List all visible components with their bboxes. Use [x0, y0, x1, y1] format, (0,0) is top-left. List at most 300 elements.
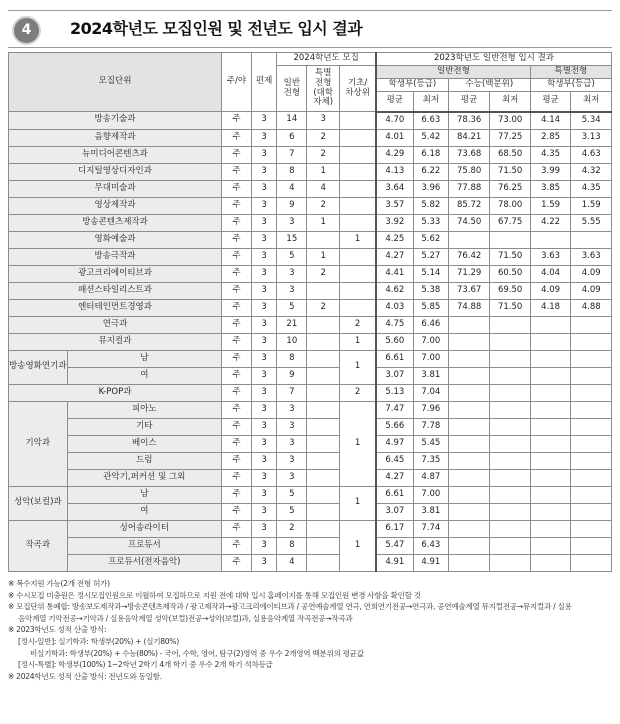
general-count: 10	[277, 333, 307, 350]
table-row	[9, 214, 612, 231]
avg-value: 77.88	[448, 180, 490, 197]
header-avg: 평균	[376, 92, 413, 112]
min-value: 5.33	[413, 214, 448, 231]
dept-type: 3	[251, 367, 277, 384]
min-value	[571, 520, 612, 537]
min-value: 5.55	[571, 214, 612, 231]
min-value	[490, 435, 530, 452]
table-row	[9, 299, 612, 316]
table-row	[9, 554, 612, 571]
avg-value: 5.13	[376, 384, 413, 401]
min-value	[490, 350, 530, 367]
general-count: 7	[277, 146, 307, 163]
special-count	[307, 316, 340, 333]
dept-type: 3	[251, 180, 277, 197]
day-night: 주	[222, 486, 252, 503]
dept-type: 3	[251, 333, 277, 350]
min-value: 73.00	[490, 112, 530, 130]
avg-value	[448, 401, 490, 418]
avg-value: 5.66	[376, 418, 413, 435]
min-value: 4.35	[571, 180, 612, 197]
avg-value: 6.45	[376, 452, 413, 469]
min-value: 6.43	[413, 537, 448, 554]
sub-unit-name: 프로듀서	[67, 537, 221, 554]
table-row	[9, 146, 612, 163]
table-row	[9, 452, 612, 469]
dept-type: 3	[251, 197, 277, 214]
header-hs-record: 학생부(등급)	[376, 79, 448, 92]
avg-value: 4.14	[530, 112, 570, 130]
min-value	[571, 384, 612, 401]
min-value: 6.22	[413, 163, 448, 180]
basic-count	[340, 214, 376, 231]
basic-count: 2	[340, 384, 376, 401]
day-night: 주	[222, 401, 252, 418]
min-value	[490, 367, 530, 384]
sub-unit-name: 기타	[67, 418, 221, 435]
avg-value: 7.47	[376, 401, 413, 418]
header-csat: 수능(백분위)	[448, 79, 530, 92]
avg-value: 4.41	[376, 265, 413, 282]
general-count: 9	[277, 367, 307, 384]
dept-type: 3	[251, 248, 277, 265]
avg-value: 3.85	[530, 180, 570, 197]
table-row	[9, 231, 612, 248]
header-min: 최저	[413, 92, 448, 112]
special-count	[307, 350, 340, 367]
min-value: 67.75	[490, 214, 530, 231]
header-general-track: 일반전형	[376, 66, 530, 79]
table-row	[9, 248, 612, 265]
sub-unit-name: 피아노	[67, 401, 221, 418]
table-row	[9, 316, 612, 333]
general-count: 4	[277, 180, 307, 197]
basic-count	[340, 265, 376, 282]
special-count: 1	[307, 248, 340, 265]
special-count: 3	[307, 112, 340, 130]
basic-count	[340, 299, 376, 316]
day-night: 주	[222, 435, 252, 452]
avg-value: 2.85	[530, 129, 570, 146]
header-recruit-2024: 2024학년도 모집	[277, 53, 376, 66]
note: ※ 모집단위 통폐합: 방송보도제작과→방송콘텐츠제작과 / 광고제작과→광고크리에이티브과 / 공연예술계열 연극, 연희연기전공→연극과, 공연예술계열 뮤지컬전공→뮤지컬과 / 실용	[8, 602, 572, 612]
general-count: 6	[277, 129, 307, 146]
avg-value	[530, 520, 570, 537]
special-count	[307, 418, 340, 435]
min-value	[571, 418, 612, 435]
general-count: 7	[277, 384, 307, 401]
general-count: 5	[277, 248, 307, 265]
avg-value	[530, 333, 570, 350]
min-value	[571, 316, 612, 333]
day-night: 주	[222, 316, 252, 333]
special-count	[307, 367, 340, 384]
general-count: 3	[277, 401, 307, 418]
min-value	[571, 333, 612, 350]
avg-value: 4.03	[376, 299, 413, 316]
header-dept-type: 편제	[251, 53, 277, 112]
basic-count	[340, 129, 376, 146]
special-count	[307, 469, 340, 486]
note: ※ 수시모집 미충원은 정시모집인원으로 이월하여 모집하므로 지원 전에 대학 입시 홈페이지를 통해 모집인원 변경 사항을 확인할 것	[8, 590, 421, 600]
table-row	[9, 401, 612, 418]
table-row	[9, 367, 612, 384]
special-count: 2	[307, 299, 340, 316]
min-value	[571, 469, 612, 486]
min-value: 4.09	[571, 282, 612, 299]
footnotes	[8, 578, 612, 682]
dept-type: 3	[251, 537, 277, 554]
basic-count	[340, 163, 376, 180]
day-night: 주	[222, 418, 252, 435]
min-value: 76.25	[490, 180, 530, 197]
header-day-night: 주/야	[222, 53, 252, 112]
dept-type: 3	[251, 452, 277, 469]
special-count	[307, 333, 340, 350]
min-value: 7.35	[413, 452, 448, 469]
min-value: 4.88	[571, 299, 612, 316]
header-hs-record-special: 학생부(등급)	[530, 79, 611, 92]
special-count: 2	[307, 197, 340, 214]
general-count: 4	[277, 554, 307, 571]
unit-name: 무대미술과	[9, 180, 222, 197]
avg-value: 3.64	[376, 180, 413, 197]
min-value: 1.59	[571, 197, 612, 214]
dept-type: 3	[251, 282, 277, 299]
header-basic: 기초/ 차상위	[340, 66, 376, 112]
min-value: 3.81	[413, 503, 448, 520]
avg-value: 76.42	[448, 248, 490, 265]
table-row	[9, 129, 612, 146]
avg-value: 5.60	[376, 333, 413, 350]
sub-unit-name: 싱어송라이터	[67, 520, 221, 537]
unit-name: K-POP과	[9, 384, 222, 401]
table-row	[9, 112, 612, 130]
day-night: 주	[222, 265, 252, 282]
basic-count	[340, 180, 376, 197]
day-night: 주	[222, 231, 252, 248]
special-count	[307, 452, 340, 469]
day-night: 주	[222, 197, 252, 214]
avg-value: 4.35	[530, 146, 570, 163]
min-value	[571, 231, 612, 248]
min-value: 3.96	[413, 180, 448, 197]
header-avg: 평균	[530, 92, 570, 112]
min-value: 6.18	[413, 146, 448, 163]
table-row	[9, 486, 612, 503]
avg-value	[530, 537, 570, 554]
day-night: 주	[222, 367, 252, 384]
title-bar	[8, 10, 612, 48]
special-count	[307, 435, 340, 452]
avg-value	[530, 418, 570, 435]
day-night: 주	[222, 452, 252, 469]
avg-value: 4.13	[376, 163, 413, 180]
note: [정시-일반]: 실기학과: 학생부(20%) + (실기80%)	[18, 636, 179, 646]
day-night: 주	[222, 163, 252, 180]
general-count: 5	[277, 486, 307, 503]
basic-count: 1	[340, 350, 376, 384]
special-count	[307, 282, 340, 299]
min-value: 7.00	[413, 333, 448, 350]
dept-type: 3	[251, 146, 277, 163]
unit-name: 작곡과	[9, 520, 68, 571]
unit-name: 엔터테인먼트경영과	[9, 299, 222, 316]
min-value: 5.82	[413, 197, 448, 214]
avg-value: 4.29	[376, 146, 413, 163]
avg-value: 4.75	[376, 316, 413, 333]
unit-name: 기악과	[9, 401, 68, 486]
avg-value: 4.70	[376, 112, 413, 130]
avg-value: 4.27	[376, 248, 413, 265]
min-value	[490, 384, 530, 401]
day-night: 주	[222, 350, 252, 367]
special-count	[307, 486, 340, 503]
note: ※ 복수지원 가능(2개 전형 허가)	[8, 579, 110, 588]
general-count: 3	[277, 435, 307, 452]
special-count	[307, 554, 340, 571]
min-value	[571, 435, 612, 452]
avg-value	[530, 469, 570, 486]
dept-type: 3	[251, 486, 277, 503]
min-value	[571, 554, 612, 571]
sub-unit-name: 관악기,퍼커션 및 그외	[67, 469, 221, 486]
header-min: 최저	[571, 92, 612, 112]
avg-value	[448, 520, 490, 537]
min-value	[490, 231, 530, 248]
table-row	[9, 537, 612, 554]
avg-value	[448, 503, 490, 520]
basic-count	[340, 197, 376, 214]
min-value: 4.87	[413, 469, 448, 486]
table-row	[9, 418, 612, 435]
min-value: 4.63	[571, 146, 612, 163]
day-night: 주	[222, 520, 252, 537]
dept-type: 3	[251, 401, 277, 418]
min-value: 7.96	[413, 401, 448, 418]
unit-name: 성악(보컬)과	[9, 486, 68, 520]
header-unit: 모집단위	[9, 53, 222, 112]
avg-value: 85.72	[448, 197, 490, 214]
note: ※ 2024학년도 성적 산출 방식: 전년도와 동일함.	[8, 671, 162, 681]
min-value: 4.91	[413, 554, 448, 571]
day-night: 주	[222, 469, 252, 486]
sub-unit-name: 프로듀서(전자음악)	[67, 554, 221, 571]
dept-type: 3	[251, 350, 277, 367]
header-min: 최저	[490, 92, 530, 112]
avg-value	[448, 333, 490, 350]
unit-name: 방송영화연기과	[9, 350, 68, 384]
min-value: 78.00	[490, 197, 530, 214]
table-row	[9, 384, 612, 401]
dept-type: 3	[251, 112, 277, 130]
avg-value	[448, 384, 490, 401]
table-row	[9, 350, 612, 367]
basic-count: 1	[340, 333, 376, 350]
avg-value	[448, 367, 490, 384]
min-value: 71.50	[490, 248, 530, 265]
min-value: 3.63	[571, 248, 612, 265]
day-night: 주	[222, 146, 252, 163]
dept-type: 3	[251, 214, 277, 231]
avg-value: 71.29	[448, 265, 490, 282]
min-value: 5.62	[413, 231, 448, 248]
unit-name: 영화예술과	[9, 231, 222, 248]
note: [정시-특별]: 학생부(100%) 1~2학년 2학기 4개 학기 중 우수 2개 학기 석차등급	[18, 660, 273, 670]
general-count: 2	[277, 520, 307, 537]
avg-value: 75.80	[448, 163, 490, 180]
day-night: 주	[222, 503, 252, 520]
dept-type: 3	[251, 316, 277, 333]
day-night: 주	[222, 282, 252, 299]
special-count: 1	[307, 214, 340, 231]
min-value: 7.78	[413, 418, 448, 435]
avg-value: 4.04	[530, 265, 570, 282]
min-value: 5.45	[413, 435, 448, 452]
avg-value	[448, 537, 490, 554]
general-count: 5	[277, 503, 307, 520]
note: ※ 2023학년도 성적 산출 방식:	[8, 625, 107, 635]
unit-name: 영상제작과	[9, 197, 222, 214]
min-value: 7.00	[413, 486, 448, 503]
general-count: 8	[277, 537, 307, 554]
note: 음악계열 기악전공→기악과 / 실용음악계열 성악(보컬)전공→성악(보컬)과, 실용음악계열 작곡전공→작곡과	[18, 613, 353, 623]
avg-value: 6.61	[376, 350, 413, 367]
sub-unit-name: 남	[67, 350, 221, 367]
day-night: 주	[222, 384, 252, 401]
avg-value: 73.68	[448, 146, 490, 163]
sub-unit-name: 베이스	[67, 435, 221, 452]
dept-type: 3	[251, 554, 277, 571]
dept-type: 3	[251, 265, 277, 282]
day-night: 주	[222, 129, 252, 146]
page-title: 2024학년도 모집인원 및 전년도 입시 결과	[70, 19, 363, 38]
day-night: 주	[222, 112, 252, 130]
sub-unit-name: 남	[67, 486, 221, 503]
min-value: 68.50	[490, 146, 530, 163]
min-value	[571, 367, 612, 384]
avg-value: 4.22	[530, 214, 570, 231]
avg-value: 4.97	[376, 435, 413, 452]
day-night: 주	[222, 180, 252, 197]
sub-unit-name: 여	[67, 503, 221, 520]
min-value: 5.27	[413, 248, 448, 265]
table-row	[9, 435, 612, 452]
min-value	[490, 486, 530, 503]
min-value: 7.74	[413, 520, 448, 537]
dept-type: 3	[251, 163, 277, 180]
min-value: 69.50	[490, 282, 530, 299]
day-night: 주	[222, 248, 252, 265]
table-row	[9, 503, 612, 520]
special-count: 1	[307, 163, 340, 180]
avg-value	[448, 452, 490, 469]
min-value	[490, 503, 530, 520]
header-avg: 평균	[448, 92, 490, 112]
avg-value	[530, 384, 570, 401]
day-night: 주	[222, 333, 252, 350]
header-special: 특별 전형 (대학 자체)	[307, 66, 340, 112]
avg-value	[448, 316, 490, 333]
min-value: 5.42	[413, 129, 448, 146]
dept-type: 3	[251, 503, 277, 520]
avg-value	[530, 486, 570, 503]
basic-count: 1	[340, 231, 376, 248]
min-value: 60.50	[490, 265, 530, 282]
min-value	[571, 350, 612, 367]
min-value: 77.25	[490, 129, 530, 146]
avg-value: 4.18	[530, 299, 570, 316]
dept-type: 3	[251, 435, 277, 452]
unit-name: 디지털영상디자인과	[9, 163, 222, 180]
day-night: 주	[222, 299, 252, 316]
note: 비실기학과: 학생부(20%) + 수능(80%) - 국어, 수학, 영어, 탐구(2)영역 중 우수 2개영역 백분위의 평균값	[30, 648, 364, 658]
avg-value	[530, 452, 570, 469]
table-row	[9, 265, 612, 282]
general-count: 5	[277, 299, 307, 316]
min-value: 71.50	[490, 163, 530, 180]
special-count: 2	[307, 265, 340, 282]
unit-name: 방송기술과	[9, 112, 222, 130]
avg-value: 4.91	[376, 554, 413, 571]
general-count: 3	[277, 452, 307, 469]
min-value	[490, 452, 530, 469]
min-value: 7.00	[413, 350, 448, 367]
special-count	[307, 401, 340, 418]
special-count: 2	[307, 146, 340, 163]
min-value: 3.13	[571, 129, 612, 146]
header-general: 일반 전형	[277, 66, 307, 112]
avg-value: 73.67	[448, 282, 490, 299]
general-count: 3	[277, 214, 307, 231]
unit-name: 방송극작과	[9, 248, 222, 265]
special-count	[307, 520, 340, 537]
avg-value: 6.17	[376, 520, 413, 537]
admission-table	[8, 52, 612, 572]
avg-value: 84.21	[448, 129, 490, 146]
unit-name: 뉴미디어콘텐츠과	[9, 146, 222, 163]
min-value	[571, 452, 612, 469]
general-count: 3	[277, 282, 307, 299]
basic-count: 2	[340, 316, 376, 333]
general-count: 21	[277, 316, 307, 333]
avg-value: 74.50	[448, 214, 490, 231]
min-value	[571, 503, 612, 520]
avg-value: 4.27	[376, 469, 413, 486]
unit-name: 광고크리에이티브과	[9, 265, 222, 282]
min-value: 4.09	[571, 265, 612, 282]
min-value	[490, 537, 530, 554]
min-value: 5.14	[413, 265, 448, 282]
avg-value: 3.07	[376, 503, 413, 520]
unit-name: 연극과	[9, 316, 222, 333]
dept-type: 3	[251, 129, 277, 146]
avg-value	[530, 367, 570, 384]
avg-value	[530, 316, 570, 333]
unit-name: 음향제작과	[9, 129, 222, 146]
avg-value	[530, 503, 570, 520]
avg-value: 4.01	[376, 129, 413, 146]
special-count	[307, 384, 340, 401]
basic-count	[340, 112, 376, 130]
min-value: 3.81	[413, 367, 448, 384]
avg-value: 4.62	[376, 282, 413, 299]
avg-value	[448, 554, 490, 571]
table-row	[9, 469, 612, 486]
min-value	[490, 316, 530, 333]
special-count	[307, 503, 340, 520]
min-value: 5.34	[571, 112, 612, 130]
